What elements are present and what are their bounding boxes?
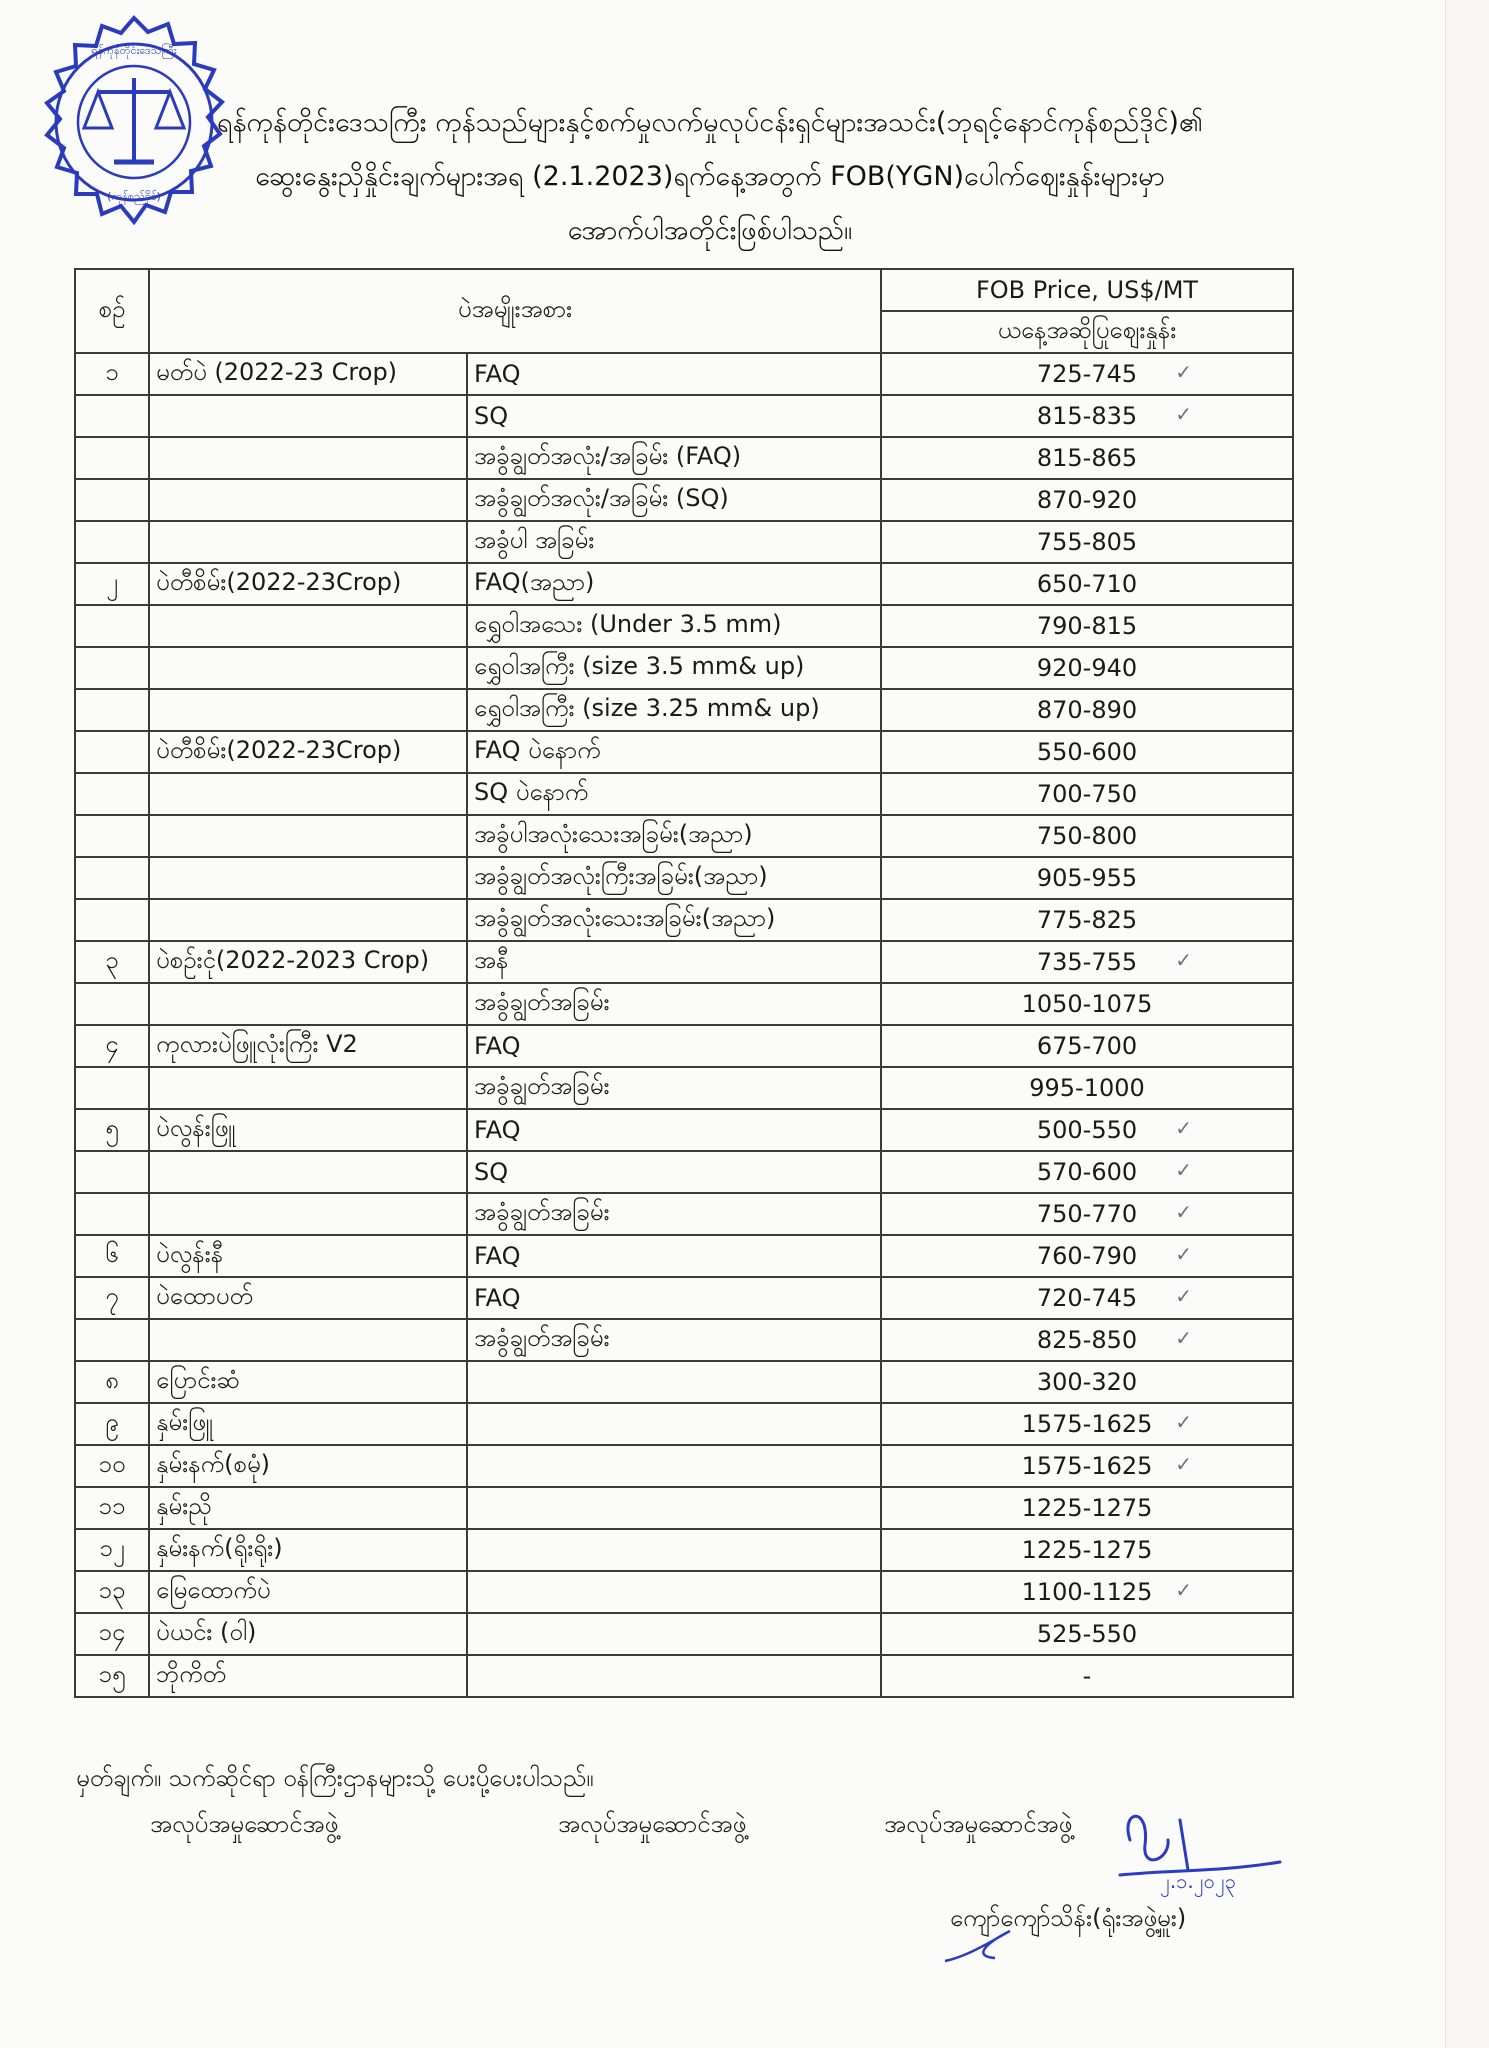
grade-cell-text: အခွံပါ အခြမ်း [474,526,595,554]
bean-type-cell-text: ပဲထောပတ် [156,1282,253,1310]
price-cell [881,1445,1293,1487]
price-cell-text: 815-865 [1036,444,1138,472]
serial-no-cell [75,1277,149,1319]
bean-type-cell [149,1403,467,1445]
grade-cell [467,1109,881,1151]
table-row [75,605,1293,647]
bean-type-cell [149,689,467,731]
grade-cell [467,689,881,731]
grade-cell [467,479,881,521]
bean-type-cell [149,1193,467,1235]
price-cell-text: 550-600 [1036,738,1138,766]
price-table-body [75,353,1293,1697]
price-cell [881,605,1293,647]
serial-no-cell [75,1529,149,1571]
header-fob-price: FOB Price, US$/MT [881,269,1293,311]
bean-type-cell-text: ကုလားပဲဖြူလုံးကြီး V2 [156,1030,358,1058]
grade-cell [467,1571,881,1613]
grade-cell-text: ရွှေဝါအကြီး (size 3.25 mm& up) [474,694,820,722]
bean-type-cell [149,1361,467,1403]
bean-type-cell-text: ဘိုကိတ် [156,1660,226,1688]
bean-type-cell [149,1067,467,1109]
bean-type-cell [149,1529,467,1571]
price-cell [881,815,1293,857]
serial-no-cell [75,1571,149,1613]
bean-type-cell [149,1613,467,1655]
price-cell-text: - [1082,1662,1092,1690]
price-cell [881,983,1293,1025]
serial-no-cell [75,437,149,479]
bean-type-cell [149,815,467,857]
price-cell [881,1277,1293,1319]
price-cell-text: 825-850 [1036,1326,1138,1354]
table-row [75,1487,1293,1529]
bean-type-cell-text: ပဲတီစိမ်း(2022-23Crop) [156,568,402,596]
grade-cell-text: FAQ [474,1116,521,1144]
price-cell-text: 750-770 [1036,1200,1138,1228]
signer-name: ကျော်ကျော်သိန်း(ရုံးအဖွဲ့မှူး) [950,1904,1187,1932]
check-mark-icon: ✓ [1175,360,1193,384]
grade-cell [467,521,881,563]
bean-type-cell [149,1319,467,1361]
table-row [75,1655,1293,1697]
serial-no-cell [75,521,149,563]
price-cell [881,899,1293,941]
serial-no-cell-text: ၇ [105,1282,119,1310]
price-cell [881,1655,1293,1697]
check-mark-icon: ✓ [1175,1284,1193,1308]
grade-cell [467,1487,881,1529]
grade-cell-text: FAQ [474,1284,521,1312]
svg-text:(ကုန်စည်ဒိုင်): (ကုန်စည်ဒိုင်) [107,190,161,203]
price-cell [881,1067,1293,1109]
bean-type-cell [149,437,467,479]
serial-no-cell [75,1067,149,1109]
bean-type-cell [149,563,467,605]
price-cell-text: 870-890 [1036,696,1138,724]
grade-cell-text: အခွံချွတ်အခြမ်း [474,1324,610,1352]
price-cell-text: 500-550 [1036,1116,1138,1144]
bean-type-cell [149,1235,467,1277]
signatory-label-2: အလုပ်အမှုဆောင်အဖွဲ့ [558,1810,747,1838]
table-row [75,1571,1293,1613]
document-heading [80,96,1340,258]
serial-no-cell [75,1487,149,1529]
price-cell-text: 300-320 [1036,1368,1138,1396]
price-cell-text: 1050-1075 [1021,990,1153,1018]
bean-type-cell [149,1151,467,1193]
check-mark-icon: ✓ [1175,1200,1193,1224]
serial-no-cell-text: ၆ [105,1240,119,1268]
bean-type-cell [149,1655,467,1697]
signatory-label-3: အလုပ်အမှုဆောင်အဖွဲ့ [884,1810,1073,1838]
price-cell [881,1319,1293,1361]
bean-type-cell [149,1025,467,1067]
price-cell-text: 720-745 [1036,1284,1138,1312]
grade-cell-text: အခွံချွတ်အခြမ်း [474,1198,610,1226]
check-mark-icon: ✓ [1175,1326,1193,1350]
table-row [75,395,1293,437]
bean-type-cell-text: နှမ်းနက်(စမုံ) [156,1450,271,1478]
serial-no-cell [75,773,149,815]
serial-no-cell-text: ၁၀ [98,1450,126,1478]
serial-no-cell [75,395,149,437]
grade-cell [467,647,881,689]
serial-no-cell [75,899,149,941]
table-row [75,983,1293,1025]
grade-cell [467,353,881,395]
serial-no-cell-text: ၂ [106,568,118,596]
price-cell-text: 750-800 [1036,822,1138,850]
bean-type-cell [149,395,467,437]
price-cell-text: 1575-1625 [1021,1410,1153,1438]
grade-cell-text: အခွံချွတ်အလုံးသေးအခြမ်း(အညာ) [474,904,776,932]
table-row [75,1067,1293,1109]
price-cell [881,1361,1293,1403]
grade-cell [467,941,881,983]
table-row [75,731,1293,773]
table-row [75,1235,1293,1277]
serial-no-cell [75,479,149,521]
grade-cell [467,1529,881,1571]
grade-cell [467,1445,881,1487]
price-cell-text: 870-920 [1036,486,1138,514]
check-mark-icon: ✓ [1175,1578,1193,1602]
serial-no-cell-text: ၁၁ [98,1492,126,1520]
table-row [75,1319,1293,1361]
serial-no-cell [75,353,149,395]
serial-no-cell [75,983,149,1025]
price-cell-text: 675-700 [1036,1032,1138,1060]
grade-cell-text: FAQ [474,1242,521,1270]
serial-no-cell [75,1655,149,1697]
header-bean-type: ပဲအမျိုးအစား [149,269,881,353]
bean-type-cell [149,941,467,983]
price-cell [881,1109,1293,1151]
table-row [75,1613,1293,1655]
grade-cell [467,605,881,647]
bean-type-cell [149,773,467,815]
serial-no-cell [75,815,149,857]
grade-cell [467,1151,881,1193]
price-cell-text: 775-825 [1036,906,1138,934]
bean-type-cell [149,1571,467,1613]
serial-no-cell [75,941,149,983]
signature-flourish [940,1926,1030,1966]
price-cell-text: 815-835 [1036,402,1138,430]
bean-type-cell [149,1487,467,1529]
grade-cell [467,1319,881,1361]
grade-cell [467,983,881,1025]
table-row [75,899,1293,941]
price-cell [881,437,1293,479]
check-mark-icon: ✓ [1175,402,1193,426]
serial-no-cell-text: ၁၅ [98,1660,126,1688]
grade-cell [467,1361,881,1403]
table-row [75,479,1293,521]
grade-cell [467,773,881,815]
grade-cell-text: FAQ(အညာ) [474,568,595,596]
signatory-label-1: အလုပ်အမှုဆောင်အဖွဲ့ [150,1810,339,1838]
bean-type-cell [149,857,467,899]
grade-cell [467,857,881,899]
price-cell [881,1403,1293,1445]
table-row [75,815,1293,857]
table-row [75,1403,1293,1445]
bean-type-cell-text: နှမ်းနက်(ရိုးရိုး) [156,1534,283,1562]
serial-no-cell [75,1361,149,1403]
table-row [75,689,1293,731]
table-row [75,1025,1293,1067]
grade-cell-text: FAQ [474,1032,521,1060]
grade-cell [467,1067,881,1109]
bean-type-cell-text: ပဲလွန်းဖြူ [156,1114,236,1142]
price-cell-text: 995-1000 [1029,1074,1145,1102]
grade-cell [467,731,881,773]
table-row [75,1277,1293,1319]
price-cell-text: 760-790 [1036,1242,1138,1270]
price-cell-text: 725-745 [1036,360,1138,388]
grade-cell-text: FAQ [474,360,521,388]
table-row [75,521,1293,563]
grade-cell [467,437,881,479]
serial-no-cell-text: ၃ [105,946,119,974]
price-cell [881,1613,1293,1655]
grade-cell [467,1025,881,1067]
bean-type-cell [149,521,467,563]
table-row [75,1445,1293,1487]
heading-line-3: အောက်ပါအတိုင်းဖြစ်ပါသည်။ [567,215,853,246]
serial-no-cell [75,1403,149,1445]
serial-no-cell [75,689,149,731]
table-row [75,563,1293,605]
serial-no-cell [75,1193,149,1235]
svg-text:၂.၁.၂၀၂၃: ၂.၁.၂၀၂၃ [1160,1869,1236,1893]
table-row [75,1109,1293,1151]
price-cell [881,1193,1293,1235]
bean-type-cell [149,1445,467,1487]
grade-cell [467,395,881,437]
grade-cell-text: အခွံချွတ်အလုံး/အခြမ်း (FAQ) [474,442,742,470]
table-row [75,1151,1293,1193]
grade-cell-text: အခွံချွတ်အလုံး/အခြမ်း (SQ) [474,484,729,512]
grade-cell-text: အခွံပါအလုံးသေးအခြမ်း(အညာ) [474,820,753,848]
price-cell [881,773,1293,815]
check-mark-icon: ✓ [1175,1452,1193,1476]
bean-type-cell-text: နှမ်းဖြူ [156,1408,213,1436]
price-cell-text: 755-805 [1036,528,1138,556]
price-cell-text: 570-600 [1036,1158,1138,1186]
grade-cell-text: SQ [474,402,509,430]
price-cell-text: 905-955 [1036,864,1138,892]
bean-type-cell [149,731,467,773]
heading-line-2: ဆွေးနွေးညှိနှိုင်းချက်များအရ (2.1.2023)ရက်နေ့အတွက် FOB(YGN)ပေါက်ဈေးနှုန်းများမှာ [255,161,1165,192]
table-row [75,437,1293,479]
check-mark-icon: ✓ [1175,1242,1193,1266]
serial-no-cell [75,1025,149,1067]
price-cell-text: 650-710 [1036,570,1138,598]
price-cell [881,1151,1293,1193]
table-row [75,1529,1293,1571]
grade-cell-text: အခွံချွတ်အလုံးကြီးအခြမ်း(အညာ) [474,862,768,890]
serial-no-cell-text: ၁၄ [98,1618,126,1646]
serial-no-cell [75,1151,149,1193]
table-row [75,1193,1293,1235]
grade-cell-text: ရွှေဝါအသေး (Under 3.5 mm) [474,610,782,638]
price-cell-text: 735-755 [1036,948,1138,976]
grade-cell-text: အနီ [474,946,509,974]
grade-cell [467,1655,881,1697]
serial-no-cell-text: ၈ [105,1366,119,1394]
grade-cell-text: အခွံချွတ်အခြမ်း [474,1072,610,1100]
price-cell [881,647,1293,689]
bean-type-cell-text: ပြောင်းဆံ [156,1366,240,1394]
price-cell-text: 920-940 [1036,654,1138,682]
serial-no-cell [75,605,149,647]
price-cell-text: 525-550 [1036,1620,1138,1648]
bean-type-cell [149,353,467,395]
grade-cell-text: FAQ ပဲနောက် [474,736,601,764]
bean-type-cell-text: မတ်ပဲ (2022-23 Crop) [156,358,398,386]
price-cell [881,479,1293,521]
price-cell-text: 1225-1275 [1021,1494,1153,1522]
grade-cell [467,1235,881,1277]
bean-type-cell [149,647,467,689]
serial-no-cell [75,1319,149,1361]
check-mark-icon: ✓ [1175,1158,1193,1182]
serial-no-cell-text: ၄ [105,1030,119,1058]
bean-type-cell-text: ပဲတီစိမ်း(2022-23Crop) [156,736,402,764]
price-cell [881,731,1293,773]
serial-no-cell-text: ၅ [105,1114,119,1142]
table-row [75,647,1293,689]
grade-cell-text: SQ ပဲနောက် [474,778,589,806]
check-mark-icon: ✓ [1175,1410,1193,1434]
grade-cell [467,1193,881,1235]
serial-no-cell [75,1235,149,1277]
serial-no-cell-text: ၁ [105,358,119,386]
price-cell [881,521,1293,563]
serial-no-cell [75,857,149,899]
bean-type-cell [149,983,467,1025]
price-cell [881,941,1293,983]
header-proposed-price: ယနေ့အဆိုပြုဈေးနှုန်း [881,311,1293,353]
table-row [75,941,1293,983]
price-cell [881,1529,1293,1571]
price-cell [881,1025,1293,1067]
price-cell [881,1487,1293,1529]
grade-cell [467,899,881,941]
grade-cell-text: အခွံချွတ်အခြမ်း [474,988,610,1016]
price-cell [881,1571,1293,1613]
grade-cell [467,1613,881,1655]
serial-no-cell [75,647,149,689]
serial-no-cell-text: ၁၂ [99,1534,125,1562]
grade-cell [467,1277,881,1319]
bean-type-cell-text: ပဲယင်း (ဝါ) [156,1618,257,1646]
grade-cell [467,1403,881,1445]
serial-no-cell-text: ၉ [105,1408,119,1436]
serial-no-cell [75,1109,149,1151]
price-cell-text: 790-815 [1036,612,1138,640]
grade-cell [467,563,881,605]
price-cell-text: 1575-1625 [1021,1452,1153,1480]
price-cell-text: 1225-1275 [1021,1536,1153,1564]
table-row [75,773,1293,815]
check-mark-icon: ✓ [1175,948,1193,972]
price-cell [881,689,1293,731]
price-cell-text: 700-750 [1036,780,1138,808]
bean-type-cell-text: ပဲစဉ်းငုံ(2022-2023 Crop) [156,946,430,974]
serial-no-cell [75,731,149,773]
table-row [75,1361,1293,1403]
check-mark-icon: ✓ [1175,1116,1193,1140]
table-row [75,857,1293,899]
bean-type-cell [149,1109,467,1151]
bean-type-cell-text: မြေထောက်ပဲ [156,1576,271,1604]
price-cell [881,563,1293,605]
grade-cell-text: SQ [474,1158,509,1186]
price-cell [881,1235,1293,1277]
serial-no-cell-text: ၁၃ [98,1576,126,1604]
price-cell [881,395,1293,437]
serial-no-cell [75,1613,149,1655]
grade-cell-text: ရွှေဝါအကြီး (size 3.5 mm& up) [474,652,805,680]
serial-no-cell [75,1445,149,1487]
bean-type-cell-text: နှမ်းညို [156,1492,212,1520]
bean-type-cell [149,899,467,941]
bean-type-cell [149,605,467,647]
fob-price-table [74,268,1294,1698]
header-serial-no: စဉ် [75,269,149,353]
bean-type-cell-text: ပဲလွန်းနီ [156,1240,224,1268]
bean-type-cell [149,1277,467,1319]
serial-no-cell [75,563,149,605]
remark-note: မှတ်ချက်။ သက်ဆိုင်ရာ ဝန်ကြီးဌာနများသို့ ပေးပို့ပေးပါသည်။ [76,1764,594,1792]
price-cell-text: 1100-1125 [1021,1578,1153,1606]
heading-line-1: ရန်ကုန်တိုင်းဒေသကြီး ကုန်သည်များနှင့်စက်မှုလက်မှုလုပ်ငန်းရှင်များအသင်း(ဘုရင့်နောင်ကုန်စည်ဒိုင်)၏ [217,107,1203,138]
table-row [75,353,1293,395]
bean-type-cell [149,479,467,521]
grade-cell [467,815,881,857]
price-cell [881,353,1293,395]
svg-text:ရန်ကုန်တိုင်းဒေသကြီး: ရန်ကုန်တိုင်းဒေသကြီး [91,44,177,57]
price-cell [881,857,1293,899]
